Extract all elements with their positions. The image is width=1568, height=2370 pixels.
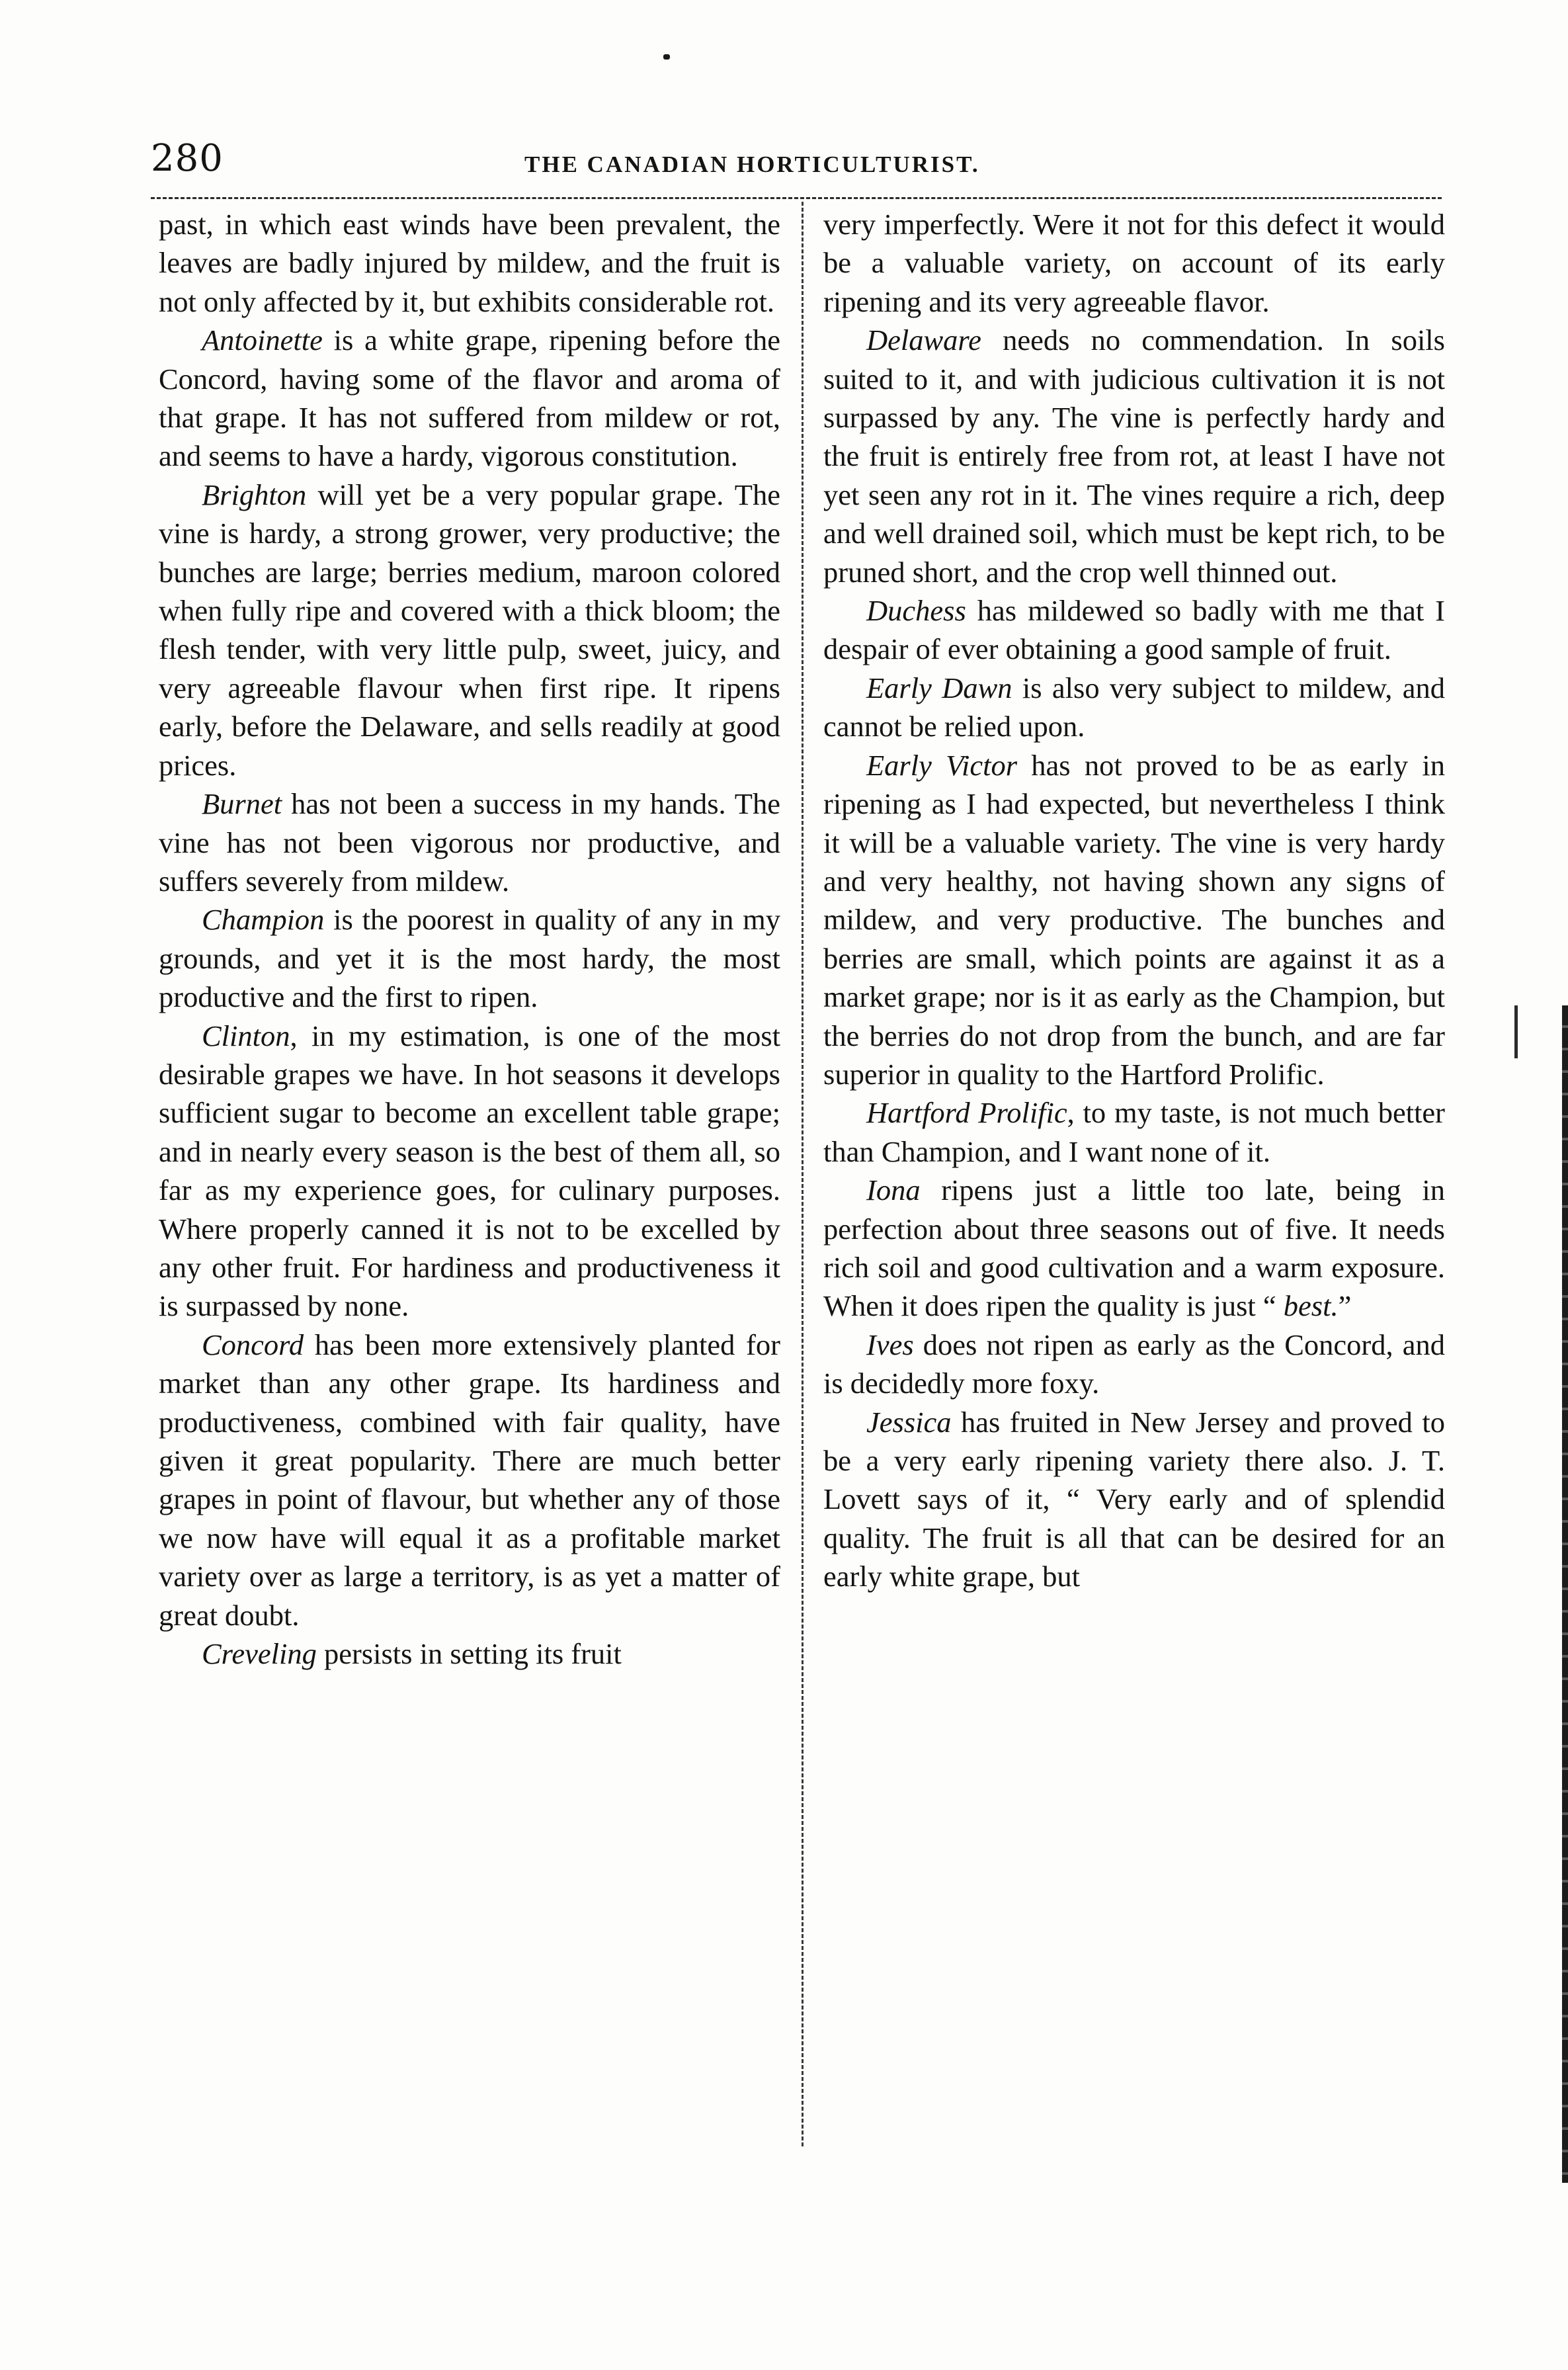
paragraph <box>823 321 1445 591</box>
paragraph <box>159 900 780 1016</box>
paragraph-text: will yet be a very popular grape. The vine is hardy, a strong grower, very productive; the bunches are large; berries medium, maroon colored when fully ripe and covered with a thick bloom; the flesh tender, with very little pulp, sweet, juicy, and very agreeable flavour when first ripe. It ripens early, before the Delaware, and sells readily at good prices. <box>159 478 780 782</box>
variety-name: Brighton <box>202 478 307 511</box>
column-divider <box>802 202 804 2146</box>
variety-name: Creveling <box>202 1637 317 1671</box>
paragraph <box>823 591 1445 669</box>
paragraph-text: persists in setting its fruit <box>316 1637 622 1671</box>
margin-line <box>1514 1005 1518 1058</box>
paragraph <box>159 784 780 900</box>
variety-name: Antoinette <box>202 323 323 357</box>
paragraph-text: is also very subject to mildew, and cannot be relied upon. <box>823 671 1445 743</box>
variety-name: Delaware <box>866 323 981 357</box>
paragraph-text: does not ripen as early as the Concord, and is decidedly more foxy. <box>823 1328 1445 1400</box>
running-head: THE CANADIAN HORTICULTURIST. <box>524 151 980 177</box>
paragraph-text: has fruited in New Jersey and proved to be a very early ripening variety there also. J. T. Lovett says of it, “ Very early and of splendid quality. The fruit is all that can be desired for an early white grape, but <box>823 1405 1445 1593</box>
left-column <box>159 205 780 1673</box>
paragraph <box>823 1403 1445 1596</box>
paragraph-text: very imperfectly. Were it not for this defect it would be a valuable variety, on account of its early ripening and its very agreeable flavor. <box>823 208 1445 318</box>
ink-dot <box>663 54 670 60</box>
variety-name: Early Dawn <box>866 671 1012 704</box>
variety-name: Burnet <box>202 787 282 821</box>
paragraph <box>159 205 780 321</box>
paragraph-text: , in my estimation, is one of the most desirable grapes we have. In hot seasons it develops sufficient sugar to become an excellent table grape; and in nearly every season is the best of them all, so far as my experience goes, for culinary purposes. Where properly canned it is not to be excelled by any other fruit. For hardiness and productiveness it is surpassed by none. <box>159 1019 780 1323</box>
header-rule <box>151 197 1442 199</box>
page-number: 280 <box>151 137 224 180</box>
variety-name: Hartford Prolific <box>866 1096 1067 1130</box>
paragraph <box>159 321 780 476</box>
paragraph <box>823 1093 1445 1171</box>
page-edge-mark <box>1562 1005 1568 2183</box>
right-column <box>823 205 1445 1596</box>
paragraph-text: ripens just a little too late, being in perfection about three seasons out of five. It needs rich soil and good cultivation and a warm exposure. When it does ripen the quality is just “ <box>823 1173 1445 1323</box>
paragraph <box>159 476 780 784</box>
paragraph <box>159 1017 780 1326</box>
paragraph <box>823 746 1445 1094</box>
paragraph <box>823 669 1445 746</box>
paragraph-text: has not proved to be as early in ripening as I had expected, but nevertheless I think it will be a valuable variety. The vine is very hardy and very healthy, not having shown any signs of mildew, and very productive. The bunches and berries are small, which points are against it as a market grape; nor is it as early as the Champion, but the berries do not drop from the bunch, and are far superior in quality to the Hartford Prolific. <box>823 748 1446 1091</box>
variety-name: Ives <box>866 1328 914 1361</box>
variety-name: Concord <box>202 1328 304 1361</box>
paragraph <box>823 1171 1445 1326</box>
paragraph <box>159 1326 780 1634</box>
paragraph-text: is the poorest in quality of any in my grounds, and yet it is the most hardy, the most productive and the first to ripen. <box>159 903 780 1014</box>
quote-close: ” <box>1338 1289 1352 1323</box>
paragraph-text: past, in which east winds have been prevalent, the leaves are badly injured by mildew, and the fruit is not only affected by it, but exhibits considerable rot. <box>159 208 780 318</box>
variety-name: Jessica <box>866 1405 952 1439</box>
variety-name: Duchess <box>866 594 966 628</box>
paragraph-text: needs no commendation. In soils suited to it, and with judicious cultivation it is not surpassed by any. The vine is perfectly hardy and the fruit is entirely free from rot, at least I have not yet seen any rot in it. The vines require a rich, deep and well drained soil, which must be kept rich, to be pruned short, and the crop well thinned out. <box>823 323 1445 589</box>
paragraph-text: has mildewed so badly with me that I despair of ever obtaining a good sample of fruit. <box>823 594 1445 666</box>
paragraph-text: is a white grape, ripening before the Concord, having some of the flavor and aroma of that grape. It has not suffered from mildew or rot, and seems to have a hardy, vigorous constitution. <box>159 323 780 473</box>
paragraph <box>159 1634 780 1673</box>
quoted-rating: best. <box>1283 1289 1339 1323</box>
variety-name: Early Victor <box>866 748 1018 782</box>
variety-name: Champion <box>202 903 325 937</box>
paragraph-text: , to my taste, is not much better than Champion, and I want none of it. <box>823 1096 1445 1168</box>
variety-name: Clinton <box>202 1019 290 1052</box>
page-header <box>151 136 1440 189</box>
paragraph <box>823 1326 1445 1403</box>
paragraph-text: has not been a success in my hands. The vine has not been vigorous nor productive, and suffers severely from mildew. <box>159 787 780 898</box>
paragraph <box>823 205 1445 321</box>
paragraph-text: has been more extensively planted for market than any other grape. Its hardiness and productiveness, combined with fair quality, have given it great popularity. There are much better grapes in point of flavour, but whether any of those we now have will equal it as a profitable market variety over as large a territory, is as yet a matter of great doubt. <box>159 1328 780 1632</box>
variety-name: Iona <box>866 1173 921 1207</box>
